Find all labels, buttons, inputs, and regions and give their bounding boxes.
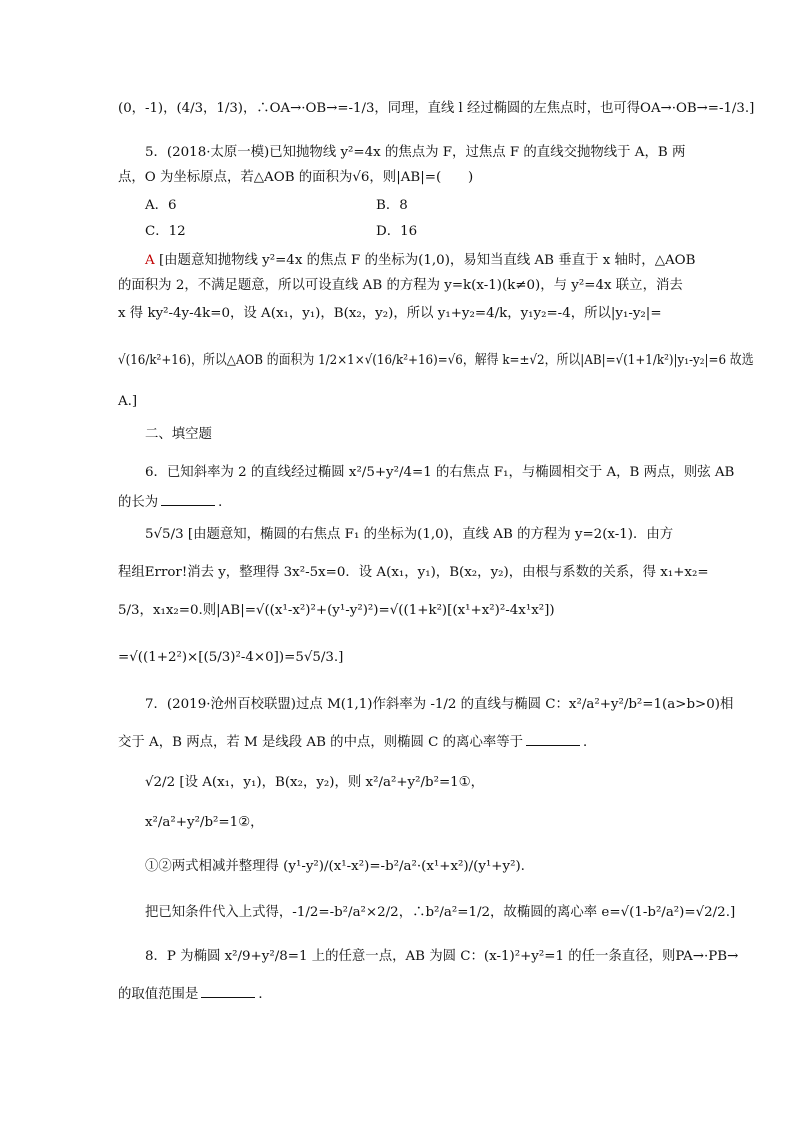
answer-blank [161,493,215,506]
q6-answer-value: 5√5/3 [145,527,184,542]
q6-solution-line-2: 程组Error!消去 y，整理得 3x²-5x=0．设 A(x₁，y₁)，B(x₂，y₂)，由根与系数的关系，得 x₁+x₂= [118,565,709,580]
q8-line-1: 8．P 为椭圆 x²/9+y²/8=1 上的任意一点，AB 为圆 C：(x-1)²+y²=1 的任一条直径，则PA→·PB→ [145,949,739,964]
q5-answer-letter: A [145,253,155,268]
q5-solution-line-1 [145,250,695,272]
q6-solution-line-3: 5/3，x₁x₂=0.则|AB|=√((x¹-x²)²+(y¹-y²)²)=√((1+k²)[(x¹+x²)²-4x¹x²]) [118,603,555,618]
q5-solution-line-4: √(16/k²+16)，所以△AOB 的面积为 1/2×1×√(16/k²+16)=√6，解得 k=±√2，所以|AB|=√(1+1/k²)|y₁-y₂|=6 故选 [118,353,754,368]
q7-solution-text-1: [设 A(x₁，y₁)，B(x₂，y₂)，则 x²/a²+y²/b²=1①， [179,775,485,790]
q7-line-2: 交于 A，B 两点，若 M 是线段 AB 的中点，则椭圆 C 的离心率等于 ． [118,735,597,750]
q5-line-1: 5．(2018·太原一模)已知抛物线 y²=4x 的焦点为 F，过焦点 F 的直线交抛物线于 A，B 两 [145,145,686,160]
q7-solution-line-3: ①②两式相减并整理得 (y¹-y²)/(x¹-x²)=-b²/a²·(x¹+x²)/(y¹+y²). [145,859,525,874]
answer-blank [526,733,580,746]
answer-blank [201,985,255,998]
q5-solution-line-2: 的面积为 2，不满足题意，所以可设直线 AB 的方程为 y=k(x-1)(k≠0)，与 y²=4x 联立，消去 [118,278,683,293]
q7-solution-line-1 [145,772,484,794]
q5-solution-line-3: x 得 ky²-4y-4k=0，设 A(x₁，y₁)，B(x₂，y₂)，所以 y₁+y₂=4/k，y₁y₂=-4，所以|y₁-y₂|= [118,306,662,321]
q8-line-2-text: 的取值范围是 [118,987,199,1002]
q8-line-2: 的取值范围是 ． [118,987,272,1002]
q5-line-2: 点，O 为坐标原点，若△AOB 的面积为√6，则|AB|=( ) [118,170,474,185]
q5-solution-text-1: [由题意知抛物线 y²=4x 的焦点 F 的坐标为(1,0)，易知当直线 AB 垂直于 x 轴时，△AOB [158,253,696,268]
q7-line-1: 7．(2019·沧州百校联盟)过点 M(1,1)作斜率为 -1/2 的直线与椭圆 C：x²/a²+y²/b²=1(a>b>0)相 [145,697,734,712]
q7-line-2-text: 交于 A，B 两点，若 M 是线段 AB 的中点，则椭圆 C 的离心率等于 [118,735,524,750]
q7-answer-value: √2/2 [145,775,176,790]
q7-solution-line-4: 把已知条件代入上式得，-1/2=-b²/a²×2/2，∴b²/a²=1/2，故椭圆的离心率 e=√(1-b²/a²)=√2/2.] [145,905,736,920]
q6-line-2: 的长为 ． [118,495,232,510]
continuation-line: (0，-1)，(4/3，1/3)，∴OA→·OB→=-1/3，同理，直线 l 经过椭圆的左焦点时，也可得OA→·OB→=-1/3.] [118,101,755,116]
q6-solution-line-1 [145,524,673,546]
q6-solution-text-1: [由题意知，椭圆的右焦点 F₁ 的坐标为(1,0)，直线 AB 的方程为 y=2(x-1)．由方 [187,527,674,542]
q5-option-c: C．12 [145,224,186,239]
q6-solution-line-4: =√((1+2²)×[(5/3)²-4×0])=5√5/3.] [118,650,344,665]
q5-option-a: A．6 [145,198,177,213]
q5-option-d: D．16 [376,224,418,239]
q6-line-1: 6．已知斜率为 2 的直线经过椭圆 x²/5+y²/4=1 的右焦点 F₁，与椭圆相交于 A，B 两点，则弦 AB [145,465,735,480]
q7-solution-line-2: x²/a²+y²/b²=1②， [145,815,264,830]
q5-solution-line-5: A.] [118,394,138,409]
q5-option-b: B．8 [376,198,408,213]
section-title: 二、填空题 [145,427,212,442]
q6-line-2-text: 的长为 [118,495,159,510]
